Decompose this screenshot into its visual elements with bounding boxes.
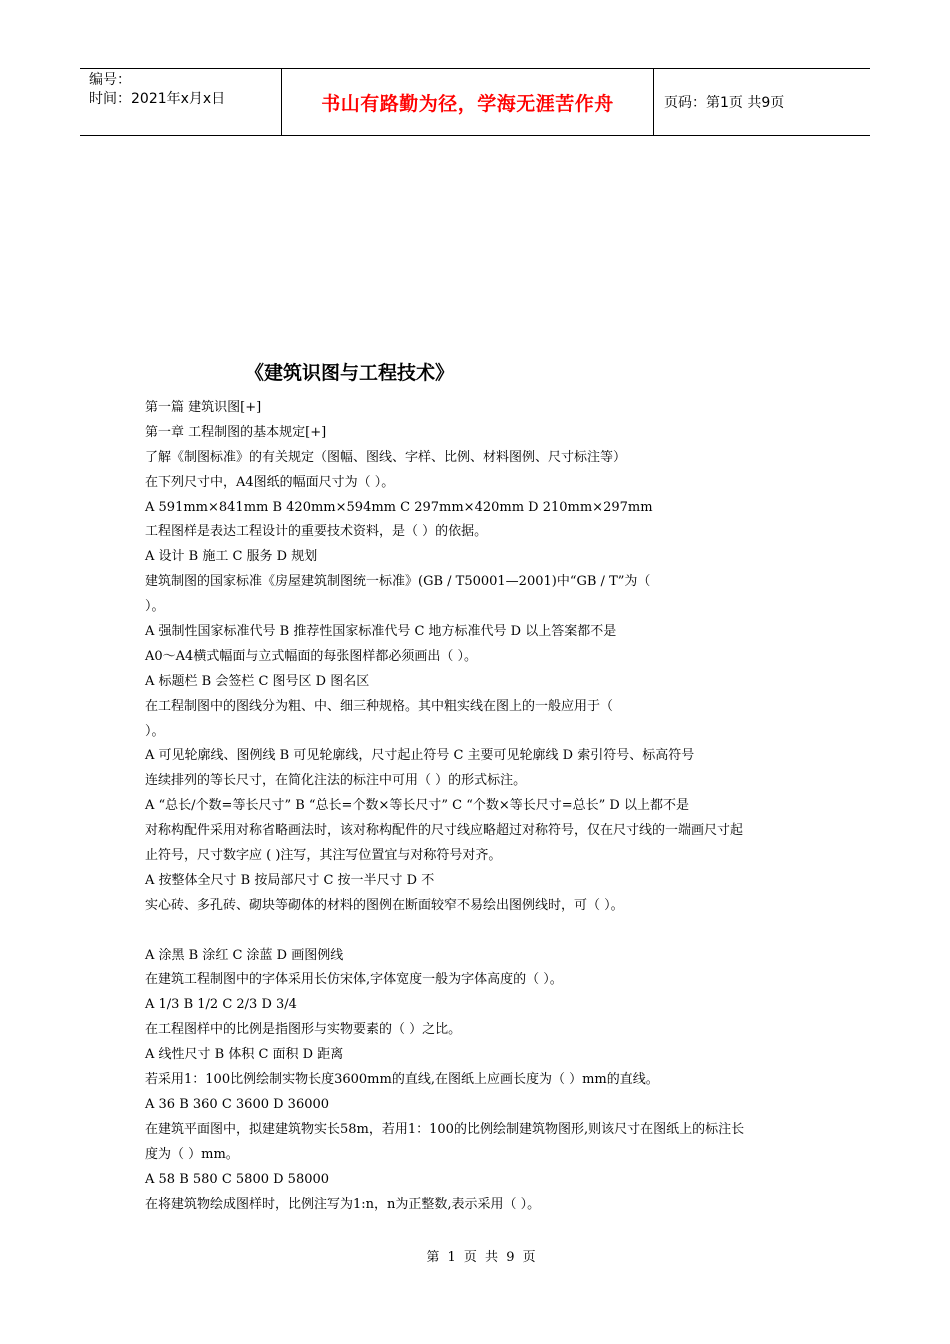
text-line: A 591mm×841mm B 420mm×594mm C 297mm×420mm D 210mm×297mm [145,499,653,515]
text-line: 建筑制图的国家标准《房屋建筑制图统一标准》(GB / T50001—2001)中“GB / T”为（ [145,574,651,590]
text-line: A 36 B 360 C 3600 D 36000 [145,1096,330,1112]
text-line: A 58 B 580 C 5800 D 58000 [145,1171,330,1187]
text-line: 第一篇 建筑识图[+] [145,400,262,415]
header-motto: 书山有路勤为径，学海无涯苦作舟 [282,69,654,135]
text-line: A 涂黑 B 涂红 C 涂蓝 D 画图例线 [145,947,344,963]
text-line: A 可见轮廓线、图例线 B 可见轮廓线，尺寸起止符号 C 主要可见轮廓线 D 索引符号、标高符号 [145,748,695,764]
text-line: 若采用1：100比例绘制实物长度3600mm的直线,在图纸上应画长度为（ ）mm的直线。 [145,1072,659,1088]
text-line: 在工程图样中的比例是指图形与实物要素的（ ）之比。 [145,1022,462,1038]
text-line: ）。 [145,599,165,615]
document-title: 《建筑识图与工程技术》 [245,362,455,384]
text-line: 对称构配件采用对称省略画法时，该对称构配件的尺寸线应略超过对称符号，仅在尺寸线的一端画尺寸起 [145,823,744,839]
text-line: A 设计 B 施工 C 服务 D 规划 [145,549,318,565]
text-line: A0～A4横式幅面与立式幅面的每张图样都必须画出（ ）。 [145,648,477,664]
time-label: 时间：2021年x月x日 [89,91,226,107]
text-line: 工程图样是表达工程设计的重要技术资料，是（ ）的依据。 [145,524,488,540]
header-table [80,68,870,136]
text-line: 在将建筑物绘成图样时，比例注写为1:n，n为正整数,表示采用（ ）。 [145,1196,541,1212]
text-line: A 按整体全尺寸 B 按局部尺寸 C 按一半尺寸 D 不 [145,872,435,888]
number-label: 编号： [89,72,131,88]
text-line: 了解《制图标准》的有关规定（图幅、图线、字样、比例、材料图例、尺寸标注等） [145,449,627,465]
text-line: 止符号，尺寸数字应 ( )注写，其注写位置宜与对称符号对齐。 [145,848,502,864]
text-line: 在建筑工程制图中的字体采用长仿宋体,字体宽度一般为字体高度的（ ）。 [145,972,563,988]
text-line: A 1/3 B 1/2 C 2/3 D 3/4 [145,997,297,1013]
text-line: 实心砖、多孔砖、砌块等砌体的材料的图例在断面较窄不易绘出图例线时，可（ ）。 [145,897,624,913]
text-line: 在工程制图中的图线分为粗、中、细三种规格。其中粗实线在图上的一般应用于（ [145,698,614,714]
header-left-cell [80,69,282,135]
document-body [145,396,810,1217]
text-line: A 强制性国家标准代号 B 推荐性国家标准代号 C 地方标准代号 D 以上答案都不是 [145,624,617,640]
text-line: 度为（ ）mm。 [145,1146,239,1162]
header-page-info: 页码：第1页 共9页 [664,95,785,111]
blank-line [145,919,810,944]
text-line: 在建筑平面图中，拟建建筑物实长58m，若用1：100的比例绘制建筑物图形,则该尺寸在图纸上的标注长 [145,1121,745,1137]
text-line: A “总长/个数=等长尺寸” B “总长=个数×等长尺寸” C “个数×等长尺寸=总长” D 以上都不是 [145,798,689,814]
page-footer: 第 1 页 共 9 页 [426,1250,538,1265]
text-line: 连续排列的等长尺寸，在简化注法的标注中可用（ ）的形式标注。 [145,773,527,789]
text-line: ）。 [145,723,165,739]
text-line: A 线性尺寸 B 体积 C 面积 D 距离 [145,1047,344,1063]
text-line: 第一章 工程制图的基本规定[+] [145,424,327,440]
text-line: A 标题栏 B 会签栏 C 图号区 D 图名区 [145,673,370,689]
text-line: 在下列尺寸中，A4图纸的幅面尺寸为（ ）。 [145,474,395,490]
